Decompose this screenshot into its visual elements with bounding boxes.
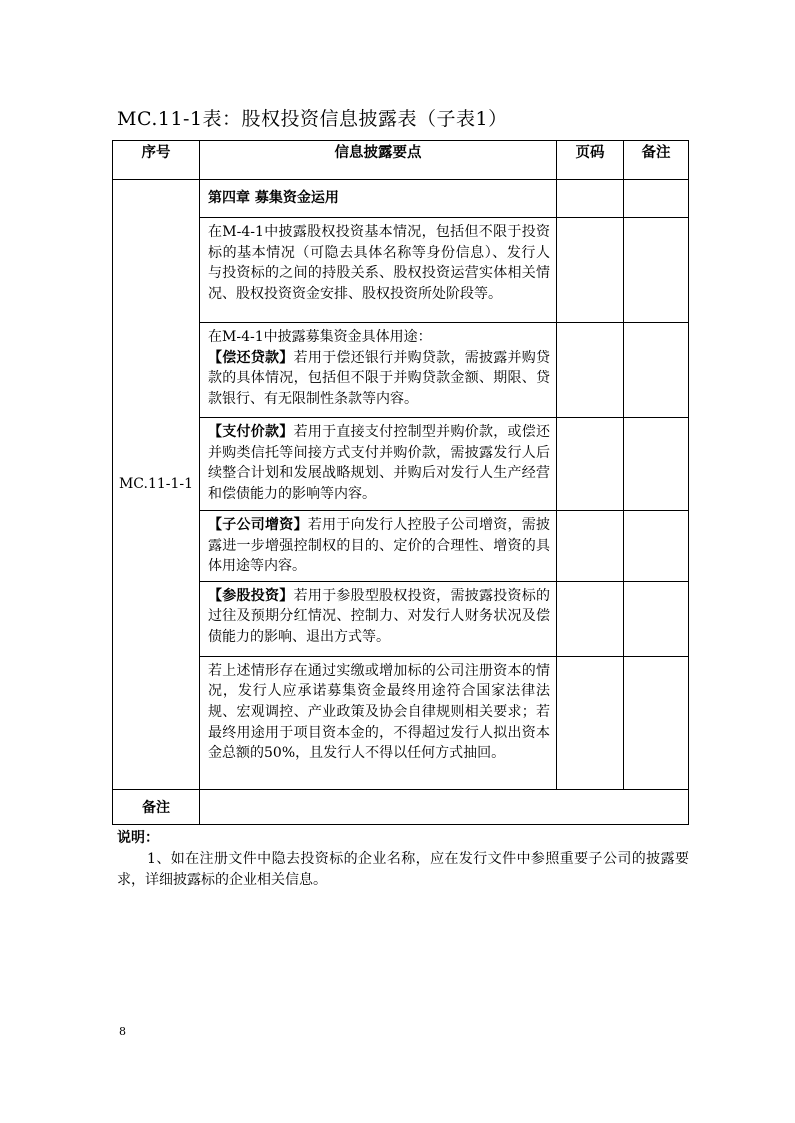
point-lead: 【偿还贷款】	[208, 349, 294, 366]
remark-cell[interactable]	[624, 656, 689, 789]
point-intro: 在M-4-1中披露募集资金具体用途：	[208, 329, 432, 345]
point-lead: 【参股投资】	[208, 587, 294, 604]
point-text: 若用于直接支付控制型并购价款，或偿还并购类信托等间接方式支付并购价款，需披露发行人后续整合计划和发展战略规划、并购后对发行人生产经营和偿债能力的影响等内容。	[208, 424, 551, 502]
page-cell[interactable]	[557, 323, 624, 418]
explanation-heading: 说明：	[117, 830, 159, 846]
point-text: 若用于参股型股权投资，需披露投资标的过往及预期分红情况、控制力、对发行人财务状况及偿债能力的影响、退出方式等。	[208, 587, 551, 645]
note-cell[interactable]	[200, 789, 689, 824]
seq-cell: MC.11-1-1	[113, 180, 200, 790]
point-cell	[200, 418, 557, 511]
note-label: 备注	[113, 789, 200, 824]
page-cell[interactable]	[557, 511, 624, 582]
remark-cell[interactable]	[624, 581, 689, 656]
point-cell	[200, 656, 557, 789]
point-cell	[200, 218, 557, 323]
remark-cell[interactable]	[624, 180, 689, 218]
page-title: MC.11-1表：股权投资信息披露表（子表1）	[117, 108, 508, 130]
point-text: 若用于偿还银行并购贷款，需披露并购贷款的具体情况，包括但不限于并购贷款金额、期限、贷款银行、有无限制性条款等内容。	[208, 349, 551, 407]
point-text: 在M-4-1中披露股权投资基本情况，包括但不限于投资标的基本情况（可隐去具体名称等身份信息）、发行人与投资标的之间的持股关系、股权投资运营实体相关情况、股权投资资金安排、股权投资所处阶段等。	[208, 224, 550, 302]
header-remark: 备注	[624, 141, 689, 180]
remark-cell[interactable]	[624, 323, 689, 418]
header-seq: 序号	[113, 141, 200, 180]
chapter-title: 第四章 募集资金运用	[208, 190, 339, 206]
page-cell[interactable]	[557, 656, 624, 789]
page-cell[interactable]	[557, 218, 624, 323]
page-cell[interactable]	[557, 581, 624, 656]
disclosure-table	[112, 140, 689, 825]
page-number: 8	[119, 1025, 126, 1038]
point-cell	[200, 511, 557, 582]
page-cell[interactable]	[557, 180, 624, 218]
table-row-note	[113, 789, 689, 824]
explanation	[117, 828, 689, 891]
point-cell	[200, 323, 557, 418]
table-row	[113, 418, 689, 511]
table-row	[113, 656, 689, 789]
chapter-cell	[200, 180, 557, 218]
remark-cell[interactable]	[624, 218, 689, 323]
explanation-item: 1、如在注册文件中隐去投资标的企业名称，应在发行文件中参照重要子公司的披露要求，详细披露标的企业相关信息。	[117, 851, 689, 888]
table-row	[113, 511, 689, 582]
point-text: 若上述情形存在通过实缴或增加标的公司注册资本的情况，发行人应承诺募集资金最终用途符合国家法律法规、宏观调控、产业政策及协会自律规则相关要求；若最终用途用于项目资本金的，不得超过发行人拟出资本金总额的50%，且发行人不得以任何方式抽回。	[208, 662, 550, 762]
remark-cell[interactable]	[624, 511, 689, 582]
point-lead: 【支付价款】	[208, 424, 294, 440]
point-text: 若用于向发行人控股子公司增资，需披露进一步增强控制权的目的、定价的合理性、增资的具体用途等内容。	[208, 517, 551, 575]
table-row	[113, 323, 689, 418]
table-row	[113, 180, 689, 218]
table-header-row	[113, 141, 689, 180]
point-lead: 【子公司增资】	[208, 517, 308, 533]
header-points: 信息披露要点	[200, 141, 557, 180]
remark-cell[interactable]	[624, 418, 689, 511]
table-row	[113, 218, 689, 323]
point-cell	[200, 581, 557, 656]
header-page: 页码	[557, 141, 624, 180]
table-row	[113, 581, 689, 656]
page-cell[interactable]	[557, 418, 624, 511]
